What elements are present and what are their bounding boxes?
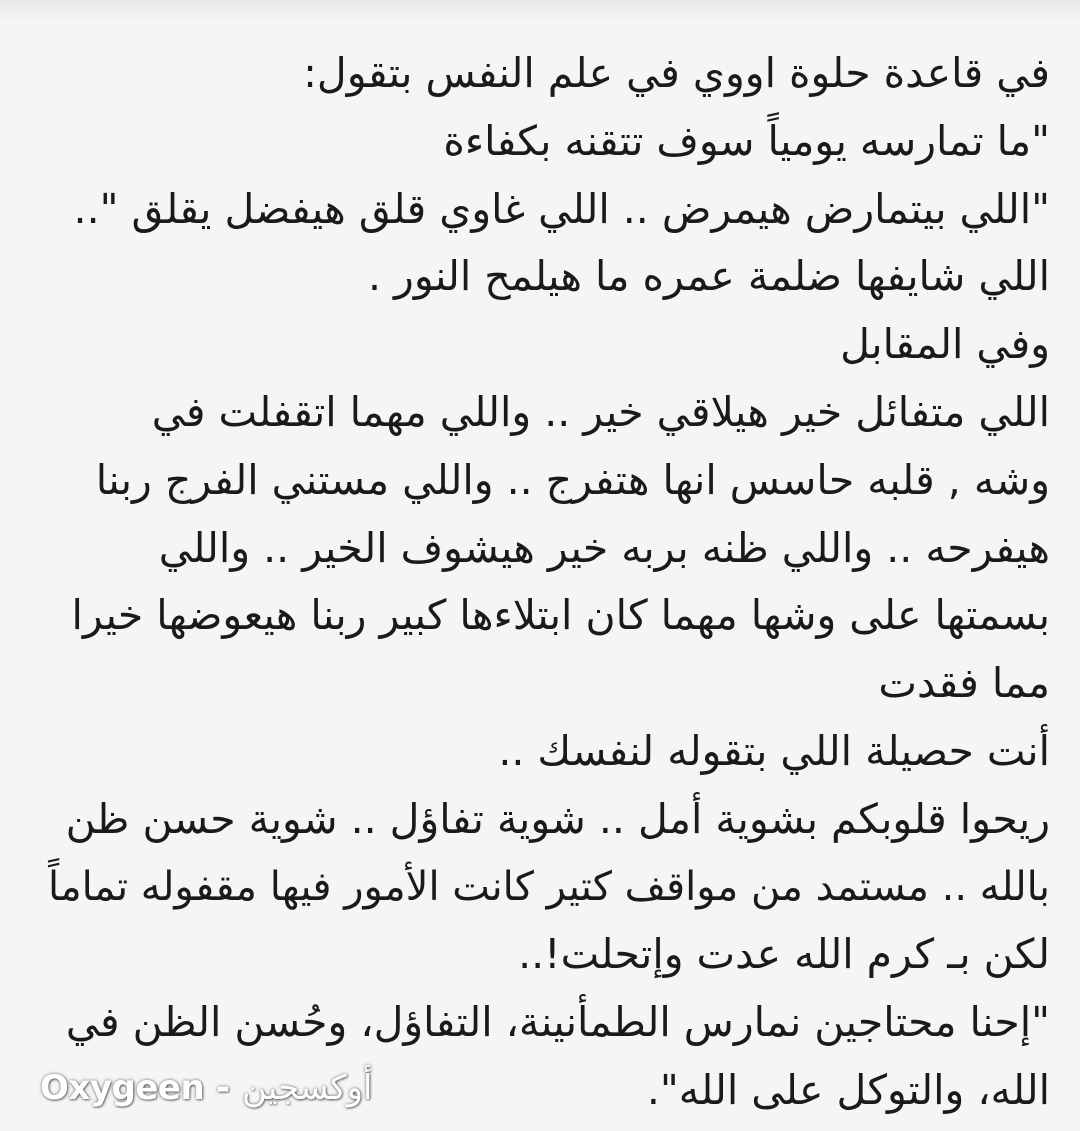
post-line-8: هيفرحه .. واللي ظنه بربه خير هيشوف الخير .. واللي bbox=[158, 523, 1050, 572]
post-text bbox=[28, 40, 1050, 1125]
post-line-2: "ما تمارسه يومياً سوف تتقنه بكفاءة bbox=[443, 116, 1050, 165]
top-edge bbox=[0, 0, 1080, 22]
post-line-5: وفي المقابل bbox=[840, 320, 1050, 369]
watermark-latin: Oxygeen bbox=[40, 1068, 205, 1108]
post-line-16: الله، والتوكل على الله". bbox=[646, 1065, 1050, 1114]
post-line-3: "اللي بيتمارض هيمرض .. اللي غاوي قلق هيفضل يقلق ".. bbox=[73, 184, 1050, 233]
post-line-12: ريحوا قلوبكم بشوية أمل .. شوية تفاؤل .. شوية حسن ظن bbox=[65, 794, 1050, 843]
watermark-separator: - bbox=[204, 1068, 242, 1108]
post-line-13: بالله .. مستمد من مواقف كتير كانت الأمور فيها مقفوله تماماً bbox=[48, 863, 1050, 910]
post-line-15: "إحنا محتاجين نمارس الطمأنينة، التفاؤل، وحُسن الظن في bbox=[65, 998, 1050, 1047]
post-line-6: اللي متفائل خير هيلاقي خير .. واللي مهما اتقفلت في bbox=[151, 387, 1050, 436]
post-line-11: أنت حصيلة اللي بتقوله لنفسك .. bbox=[498, 726, 1050, 775]
post-line-1: في قاعدة حلوة اووي في علم النفس بتقول: bbox=[303, 49, 1050, 97]
post-line-10: مما فقدت bbox=[878, 659, 1050, 708]
watermark bbox=[40, 1068, 372, 1108]
post-line-7: وشه , قلبه حاسس انها هتفرج .. واللي مستني الفرج ربنا bbox=[95, 455, 1050, 504]
watermark-arabic: أوكسجين bbox=[241, 1068, 373, 1108]
post-line-9: بسمتها على وشها مهما كان ابتلاءها كبير ربنا هيعوضها خيرا bbox=[71, 591, 1050, 640]
post-line-14: لكن بـ كرم الله عدت وإتحلت!.. bbox=[518, 930, 1050, 979]
post-line-4: اللي شايفها ضلمة عمره ما هيلمح النور . bbox=[367, 252, 1050, 301]
